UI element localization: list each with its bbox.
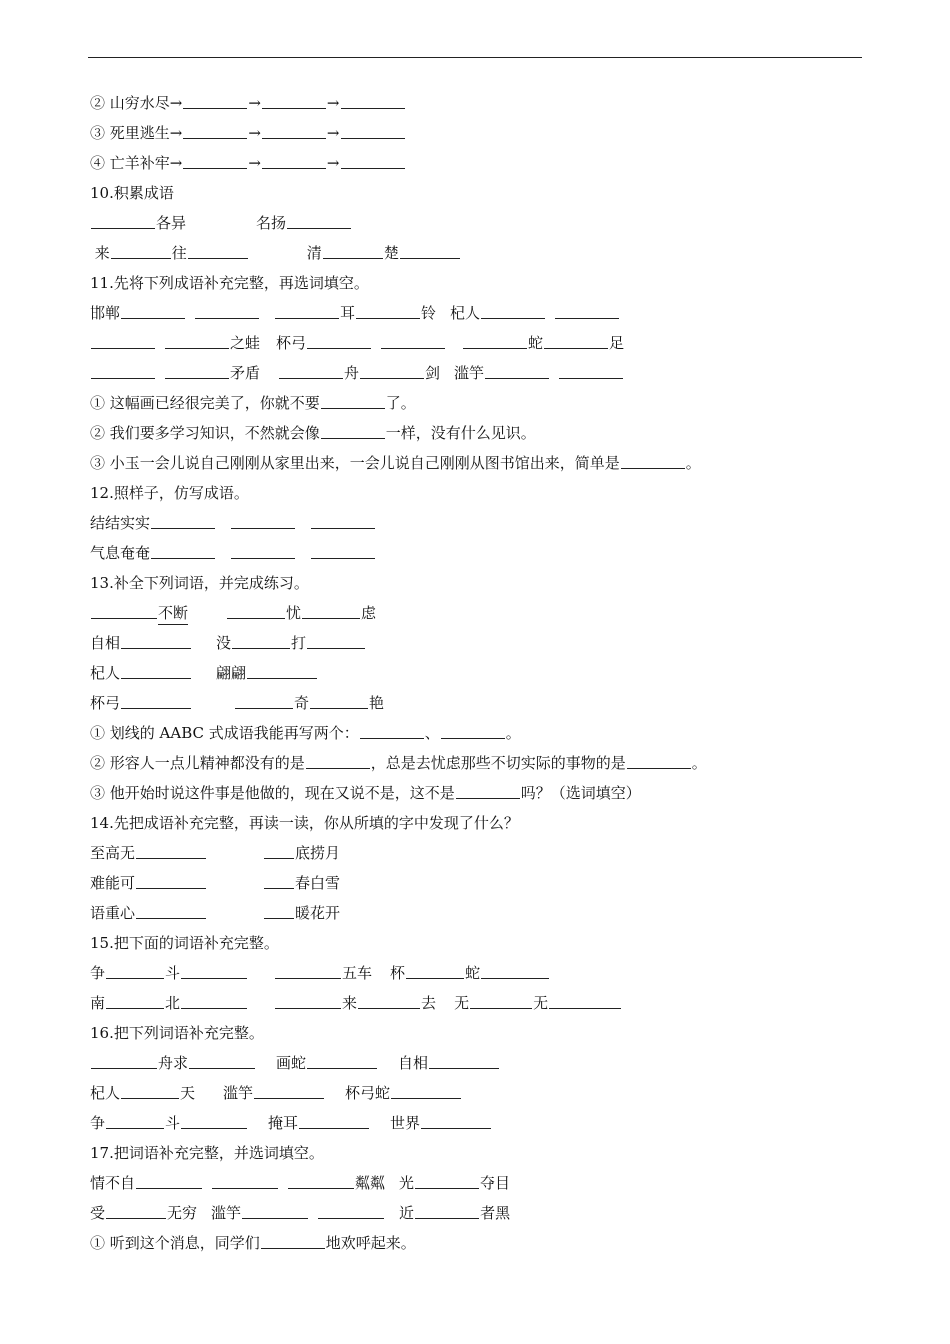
fill-in-blank[interactable]: [227, 602, 285, 619]
line-text: 杞人: [90, 1084, 121, 1102]
line-text: 近: [399, 1204, 415, 1222]
fill-in-blank[interactable]: [242, 1202, 308, 1219]
worksheet-body: [90, 92, 870, 1262]
fill-in-blank[interactable]: [310, 692, 368, 709]
line-text: 奇: [294, 694, 310, 712]
line-text: 杞人: [450, 304, 481, 322]
fill-in-blank[interactable]: [323, 242, 383, 259]
line-text: 南: [90, 994, 106, 1012]
line-text: 无穷: [167, 1204, 198, 1222]
line-text: 剑: [425, 364, 441, 382]
worksheet-line: [90, 902, 870, 932]
line-text: 没: [216, 634, 232, 652]
line-text: 了。: [385, 394, 416, 412]
line-text: 滥竽: [223, 1084, 254, 1102]
fill-in-blank[interactable]: [121, 662, 191, 679]
line-text: 自相: [398, 1054, 429, 1072]
worksheet-line: [90, 692, 870, 722]
fill-in-blank[interactable]: [302, 602, 360, 619]
line-text: 打: [291, 634, 307, 652]
fill-in-blank[interactable]: [421, 1112, 491, 1129]
fill-in-blank[interactable]: [429, 1052, 499, 1069]
worksheet-line: [90, 1022, 870, 1052]
line-text: 五车: [342, 964, 373, 982]
line-text: 。: [505, 724, 521, 742]
worksheet-line: [90, 92, 870, 122]
fill-in-blank[interactable]: [183, 122, 247, 139]
worksheet-line: [90, 1142, 870, 1172]
fill-in-blank[interactable]: [232, 632, 290, 649]
fill-in-blank[interactable]: [212, 1172, 278, 1189]
line-text: →: [248, 154, 261, 172]
fill-in-blank[interactable]: [183, 152, 247, 169]
fill-in-blank[interactable]: [311, 512, 375, 529]
line-text: ① 这幅画已经很完美了，你就不要: [90, 394, 320, 412]
line-text: 耳: [340, 304, 356, 322]
fill-in-blank[interactable]: [262, 152, 326, 169]
fill-in-blank[interactable]: [195, 302, 259, 319]
worksheet-line: [90, 212, 870, 242]
fill-in-blank[interactable]: [183, 92, 247, 109]
fill-in-blank[interactable]: [307, 332, 371, 349]
line-text: 。: [685, 454, 701, 472]
fill-in-blank[interactable]: [181, 1112, 247, 1129]
line-text: 铃: [421, 304, 437, 322]
fill-in-blank[interactable]: [415, 1202, 479, 1219]
line-text: →: [248, 94, 261, 112]
line-text: 暖花开: [295, 904, 341, 922]
fill-in-blank[interactable]: [559, 362, 623, 379]
line-text: →: [248, 124, 261, 142]
underlined-text: 不断: [158, 602, 188, 625]
worksheet-line: [90, 302, 870, 332]
fill-in-blank[interactable]: [261, 1232, 325, 1249]
line-text: 艳: [369, 694, 385, 712]
worksheet-line: [90, 782, 870, 812]
fill-in-blank[interactable]: [481, 302, 545, 319]
line-text: ② 我们要多学习知识，不然就会像: [90, 424, 320, 442]
line-text: 争: [90, 964, 106, 982]
fill-in-blank[interactable]: [287, 212, 351, 229]
line-text: 争: [90, 1114, 106, 1132]
line-text: 17.把词语补充完整，并选词填空。: [90, 1144, 324, 1162]
line-text: 矛盾: [230, 364, 261, 382]
worksheet-line: [90, 1232, 870, 1262]
worksheet-line: [90, 242, 870, 272]
fill-in-blank[interactable]: [358, 992, 420, 1009]
line-text: 杯弓: [90, 694, 121, 712]
line-text: 舟: [344, 364, 360, 382]
worksheet-line: [90, 992, 870, 1022]
line-text: ① 划线的 AABC 式成语我能再写两个：: [90, 724, 359, 742]
fill-in-blank[interactable]: [275, 992, 341, 1009]
line-text: 足: [609, 334, 625, 352]
fill-in-blank[interactable]: [106, 1112, 164, 1129]
fill-in-blank[interactable]: [275, 302, 339, 319]
line-text: 虑: [361, 604, 377, 622]
fill-in-blank[interactable]: [121, 692, 191, 709]
fill-in-blank[interactable]: [231, 512, 295, 529]
worksheet-line: [90, 152, 870, 182]
fill-in-blank[interactable]: [106, 962, 164, 979]
line-text: 各异: [156, 214, 187, 232]
line-text: 掩耳: [268, 1114, 299, 1132]
fill-in-blank[interactable]: [456, 782, 520, 799]
fill-in-blank[interactable]: [188, 242, 248, 259]
line-text: ① 听到这个消息，同学们: [90, 1234, 260, 1252]
worksheet-line: [90, 662, 870, 692]
line-text: 邯郸: [90, 304, 121, 322]
line-text: 者黑: [480, 1204, 511, 1222]
fill-in-blank[interactable]: [264, 902, 294, 919]
line-text: 粼粼: [355, 1174, 386, 1192]
fill-in-blank[interactable]: [262, 92, 326, 109]
fill-in-blank[interactable]: [485, 362, 549, 379]
fill-in-blank[interactable]: [181, 992, 247, 1009]
fill-in-blank[interactable]: [136, 842, 206, 859]
line-text: 气息奄奄: [90, 544, 151, 562]
line-text: 北: [165, 994, 181, 1012]
line-text: ，总是去忧虑那些不切实际的事物的是: [370, 754, 626, 772]
fill-in-blank[interactable]: [288, 1172, 354, 1189]
fill-in-blank[interactable]: [275, 962, 341, 979]
fill-in-blank[interactable]: [341, 92, 405, 109]
fill-in-blank[interactable]: [360, 362, 424, 379]
fill-in-blank[interactable]: [481, 962, 549, 979]
worksheet-line: [90, 272, 870, 302]
worksheet-line: [90, 362, 870, 392]
line-text: 结结实实: [90, 514, 151, 532]
worksheet-line: [90, 962, 870, 992]
line-text: 忧: [286, 604, 302, 622]
line-text: ② 形容人一点儿精神都没有的是: [90, 754, 305, 772]
worksheet-line: [90, 1112, 870, 1142]
fill-in-blank[interactable]: [406, 962, 464, 979]
line-text: 楚: [383, 244, 399, 262]
fill-in-blank[interactable]: [306, 752, 370, 769]
fill-in-blank[interactable]: [91, 1052, 157, 1069]
worksheet-line: [90, 422, 870, 452]
fill-in-blank[interactable]: [231, 542, 295, 559]
worksheet-line: [90, 1052, 870, 1082]
fill-in-blank[interactable]: [91, 602, 157, 619]
fill-in-blank[interactable]: [299, 1112, 369, 1129]
line-text: 舟求: [158, 1054, 189, 1072]
header-rule: [88, 57, 862, 58]
fill-in-blank[interactable]: [321, 422, 385, 439]
line-text: ② 山穷水尽→: [90, 94, 183, 112]
line-text: 14.先把成语补充完整，再读一读，你从所填的字中发现了什么？: [90, 814, 519, 832]
fill-in-blank[interactable]: [121, 632, 191, 649]
fill-in-blank[interactable]: [400, 242, 460, 259]
fill-in-blank[interactable]: [311, 542, 375, 559]
fill-in-blank[interactable]: [627, 752, 691, 769]
fill-in-blank[interactable]: [262, 122, 326, 139]
line-text: 至高无: [90, 844, 136, 862]
line-text: 来: [342, 994, 358, 1012]
worksheet-line: [90, 452, 870, 482]
line-text: 。: [691, 754, 707, 772]
worksheet-line: [90, 572, 870, 602]
line-text: 杞人: [90, 664, 121, 682]
fill-in-blank[interactable]: [279, 362, 343, 379]
fill-in-blank[interactable]: [341, 122, 405, 139]
line-text: ③ 他开始时说这件事是他做的，现在又说不是，这不是: [90, 784, 455, 802]
line-text: 斗: [165, 964, 181, 982]
fill-in-blank[interactable]: [415, 1172, 479, 1189]
line-text: ④ 亡羊补牢→: [90, 154, 183, 172]
line-text: 、: [424, 724, 440, 742]
line-text: 之蛙: [230, 334, 261, 352]
fill-in-blank[interactable]: [381, 332, 445, 349]
line-text: 15.把下面的词语补充完整。: [90, 934, 279, 952]
worksheet-line: [90, 392, 870, 422]
fill-in-blank[interactable]: [441, 722, 505, 739]
line-text: ③ 小玉一会儿说自己刚刚从家里出来，一会儿说自己刚刚从图书馆出来，简单是: [90, 454, 620, 472]
fill-in-blank[interactable]: [463, 332, 527, 349]
line-text: 名扬: [256, 214, 287, 232]
line-text: 清: [306, 244, 322, 262]
worksheet-line: [90, 632, 870, 662]
fill-in-blank[interactable]: [555, 302, 619, 319]
worksheet-line: [90, 872, 870, 902]
line-text: 情不自: [90, 1174, 136, 1192]
fill-in-blank[interactable]: [321, 392, 385, 409]
worksheet-line: [90, 1172, 870, 1202]
line-text: 画蛇: [276, 1054, 307, 1072]
line-text: 世界: [390, 1114, 421, 1132]
line-text: 来: [90, 244, 110, 262]
line-text: →: [326, 154, 340, 172]
worksheet-line: [90, 512, 870, 542]
worksheet-line: [90, 182, 870, 212]
line-text: 11.先将下列成语补充完整，再选词填空。: [90, 274, 369, 292]
worksheet-line: [90, 842, 870, 872]
fill-in-blank[interactable]: [181, 962, 247, 979]
fill-in-blank[interactable]: [264, 842, 294, 859]
line-text: 10.积累成语: [90, 184, 174, 202]
line-text: 滥竽: [454, 364, 485, 382]
line-text: 光: [399, 1174, 415, 1192]
fill-in-blank[interactable]: [470, 992, 532, 1009]
fill-in-blank[interactable]: [136, 1172, 202, 1189]
fill-in-blank[interactable]: [106, 1202, 166, 1219]
line-text: 地欢呼起来。: [325, 1234, 416, 1252]
line-text: 无: [454, 994, 470, 1012]
line-text: 底捞月: [295, 844, 341, 862]
worksheet-line: [90, 752, 870, 782]
fill-in-blank[interactable]: [391, 1082, 461, 1099]
line-text: 蛇: [528, 334, 544, 352]
fill-in-blank[interactable]: [544, 332, 608, 349]
fill-in-blank[interactable]: [121, 1082, 179, 1099]
line-text: 一样，没有什么见识。: [385, 424, 536, 442]
fill-in-blank[interactable]: [549, 992, 621, 1009]
line-text: 杯弓: [276, 334, 307, 352]
worksheet-line: [90, 812, 870, 842]
line-text: 13.补全下列词语，并完成练习。: [90, 574, 309, 592]
line-text: 12.照样子，仿写成语。: [90, 484, 249, 502]
fill-in-blank[interactable]: [341, 152, 405, 169]
fill-in-blank[interactable]: [621, 452, 685, 469]
line-text: 吗？（选词填空）: [520, 784, 641, 802]
worksheet-line: [90, 122, 870, 152]
fill-in-blank[interactable]: [151, 512, 215, 529]
fill-in-blank[interactable]: [136, 902, 206, 919]
line-text: 16.把下列词语补充完整。: [90, 1024, 264, 1042]
line-text: 受: [90, 1204, 106, 1222]
line-text: 语重心: [90, 904, 136, 922]
fill-in-blank[interactable]: [254, 1082, 324, 1099]
line-text: 往: [171, 244, 187, 262]
fill-in-blank[interactable]: [91, 212, 155, 229]
fill-in-blank[interactable]: [165, 362, 229, 379]
fill-in-blank[interactable]: [165, 332, 229, 349]
fill-in-blank[interactable]: [136, 872, 206, 889]
line-text: 蛇: [465, 964, 481, 982]
line-text: 春白雪: [295, 874, 341, 892]
worksheet-line: [90, 932, 870, 962]
line-text: 自相: [90, 634, 121, 652]
line-text: 翩翩: [216, 664, 247, 682]
line-text: 难能可: [90, 874, 136, 892]
line-text: →: [326, 124, 340, 142]
worksheet-line: [90, 332, 870, 362]
line-text: 天: [180, 1084, 196, 1102]
worksheet-line: [90, 542, 870, 572]
fill-in-blank[interactable]: [91, 362, 155, 379]
fill-in-blank[interactable]: [235, 692, 293, 709]
fill-in-blank[interactable]: [189, 1052, 255, 1069]
line-text: 去: [421, 994, 437, 1012]
fill-in-blank[interactable]: [247, 662, 317, 679]
fill-in-blank[interactable]: [307, 632, 365, 649]
fill-in-blank[interactable]: [121, 302, 185, 319]
line-text: 斗: [165, 1114, 181, 1132]
line-text: 无: [533, 994, 549, 1012]
fill-in-blank[interactable]: [360, 722, 424, 739]
worksheet-line: [90, 602, 870, 632]
worksheet-line: [90, 482, 870, 512]
fill-in-blank[interactable]: [307, 1052, 377, 1069]
line-text: 滥竽: [211, 1204, 242, 1222]
fill-in-blank[interactable]: [264, 872, 294, 889]
fill-in-blank[interactable]: [151, 542, 215, 559]
fill-in-blank[interactable]: [106, 992, 164, 1009]
line-text: →: [326, 94, 340, 112]
worksheet-line: [90, 722, 870, 752]
line-text: 夺目: [480, 1174, 511, 1192]
fill-in-blank[interactable]: [356, 302, 420, 319]
line-text: 杯弓蛇: [345, 1084, 391, 1102]
worksheet-line: [90, 1202, 870, 1232]
fill-in-blank[interactable]: [111, 242, 171, 259]
fill-in-blank[interactable]: [91, 332, 155, 349]
worksheet-line: [90, 1082, 870, 1112]
line-text: ③ 死里逃生→: [90, 124, 183, 142]
fill-in-blank[interactable]: [318, 1202, 384, 1219]
line-text: 杯: [390, 964, 406, 982]
